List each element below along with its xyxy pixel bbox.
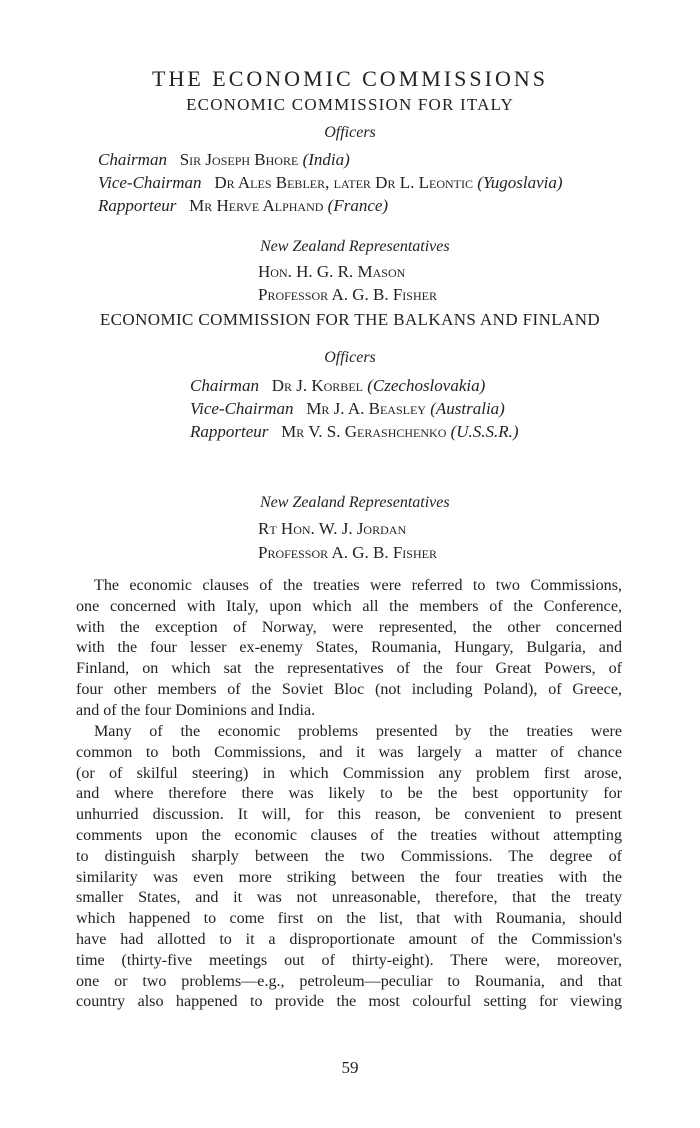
text-line: comments upon the economic clauses of the treaties without attempting — [76, 826, 622, 844]
italy-officer-row — [98, 150, 350, 170]
officer-name: Dr J. Korbel — [271, 376, 363, 395]
page-number: 59 — [341, 1058, 359, 1077]
balkans-nz-rep: Rt Hon. W. J. Jordan — [258, 519, 407, 538]
text-line: The economic clauses of the treaties were referred to two Commissions, — [94, 577, 622, 594]
balkans-commission-title: ECONOMIC COMMISSION FOR THE BALKANS AND FINLAND — [99, 310, 601, 329]
officer-country: (India) — [302, 150, 350, 169]
text-line: one or two problems—e.g., petroleum—peculiar to Roumania, and that — [76, 972, 622, 990]
officer-country: (U.S.S.R.) — [450, 422, 519, 441]
balkans-officers-heading: Officers — [324, 349, 376, 366]
officer-name: Mr V. S. Gerashchenko — [281, 422, 447, 441]
text-line: Many of the economic problems presented by the treaties were — [94, 723, 622, 740]
text-line: Finland, on which sat the representatives of the four Great Powers, of — [76, 660, 622, 678]
text-line: to distinguish sharply between the two Commissions. The degree of — [76, 847, 622, 865]
text-line: with the four lesser ex-enemy States, Roumania, Hungary, Bulgaria, and — [76, 639, 622, 657]
balkans-nz-rep: Professor A. G. B. Fisher — [258, 543, 437, 562]
text-line: have had allotted to it a disproportionate amount of the Commission's — [76, 930, 622, 948]
officer-country: (Czechoslovakia) — [367, 376, 486, 395]
officer-name: Mr J. A. Beasley — [306, 399, 426, 418]
balkans-officer-row — [190, 399, 505, 419]
officer-role: Chairman — [98, 150, 167, 169]
balkans-nz-heading: New Zealand Representatives — [260, 494, 450, 511]
text-line: unhurried discussion. It will, for this reason, be convenient to present — [76, 806, 622, 824]
italy-officer-row — [98, 196, 388, 216]
italy-nz-rep: Hon. H. G. R. Mason — [258, 262, 406, 281]
text-line: time (thirty-five meetings out of thirty-eight). There were, moreover, — [76, 951, 622, 969]
text-line: similarity was even more striking between the four treaties with the — [76, 868, 622, 886]
italy-nz-rep: Professor A. G. B. Fisher — [258, 285, 437, 304]
officer-name: Mr Herve Alphand — [189, 196, 324, 215]
officer-role: Vice-Chairman — [190, 399, 294, 418]
text-line: common to both Commissions, and it was largely a matter of chance — [76, 743, 622, 761]
text-line: with the exception of Norway, were represented, the other concerned — [76, 618, 622, 636]
italy-officer-row — [98, 173, 563, 193]
officer-name: Dr Ales Bebler, later Dr L. Leontic — [214, 173, 473, 192]
officer-country: (Australia) — [430, 399, 505, 418]
chapter-heading: THE ECONOMIC COMMISSIONS — [152, 66, 548, 91]
balkans-officer-row — [190, 376, 485, 396]
officer-role: Chairman — [190, 376, 259, 395]
officer-role: Rapporteur — [190, 422, 269, 441]
text-line: one concerned with Italy, upon which all the members of the Conference, — [76, 597, 622, 615]
officer-role: Vice-Chairman — [98, 173, 202, 192]
body-paragraph-2 — [76, 722, 622, 1013]
officer-name: Sir Joseph Bhore — [179, 150, 299, 169]
officer-role: Rapporteur — [98, 196, 177, 215]
officer-country: (France) — [327, 196, 389, 215]
body-paragraph-1 — [76, 576, 622, 722]
italy-nz-heading: New Zealand Representatives — [260, 238, 450, 255]
italy-officers-heading: Officers — [324, 124, 376, 141]
text-line: which happened to come first on the list, that with Roumania, should — [76, 910, 622, 928]
balkans-officer-row — [190, 422, 519, 442]
text-line: (or of skilful steering) in which Commission any problem first arose, — [76, 764, 622, 782]
text-line: and where therefore there was likely to be the best opportunity for — [76, 785, 622, 803]
text-line: smaller States, and it was not unreasonable, therefore, that the treaty — [76, 889, 622, 907]
text-line: four other members of the Soviet Bloc (not including Poland), of Greece, — [76, 680, 622, 698]
italy-commission-title: ECONOMIC COMMISSION FOR ITALY — [186, 95, 514, 114]
text-line: and of the four Dominions and India. — [76, 701, 316, 719]
text-line: country also happened to provide the most colourful setting for viewing — [76, 993, 622, 1011]
officer-country: (Yugoslavia) — [477, 173, 563, 192]
